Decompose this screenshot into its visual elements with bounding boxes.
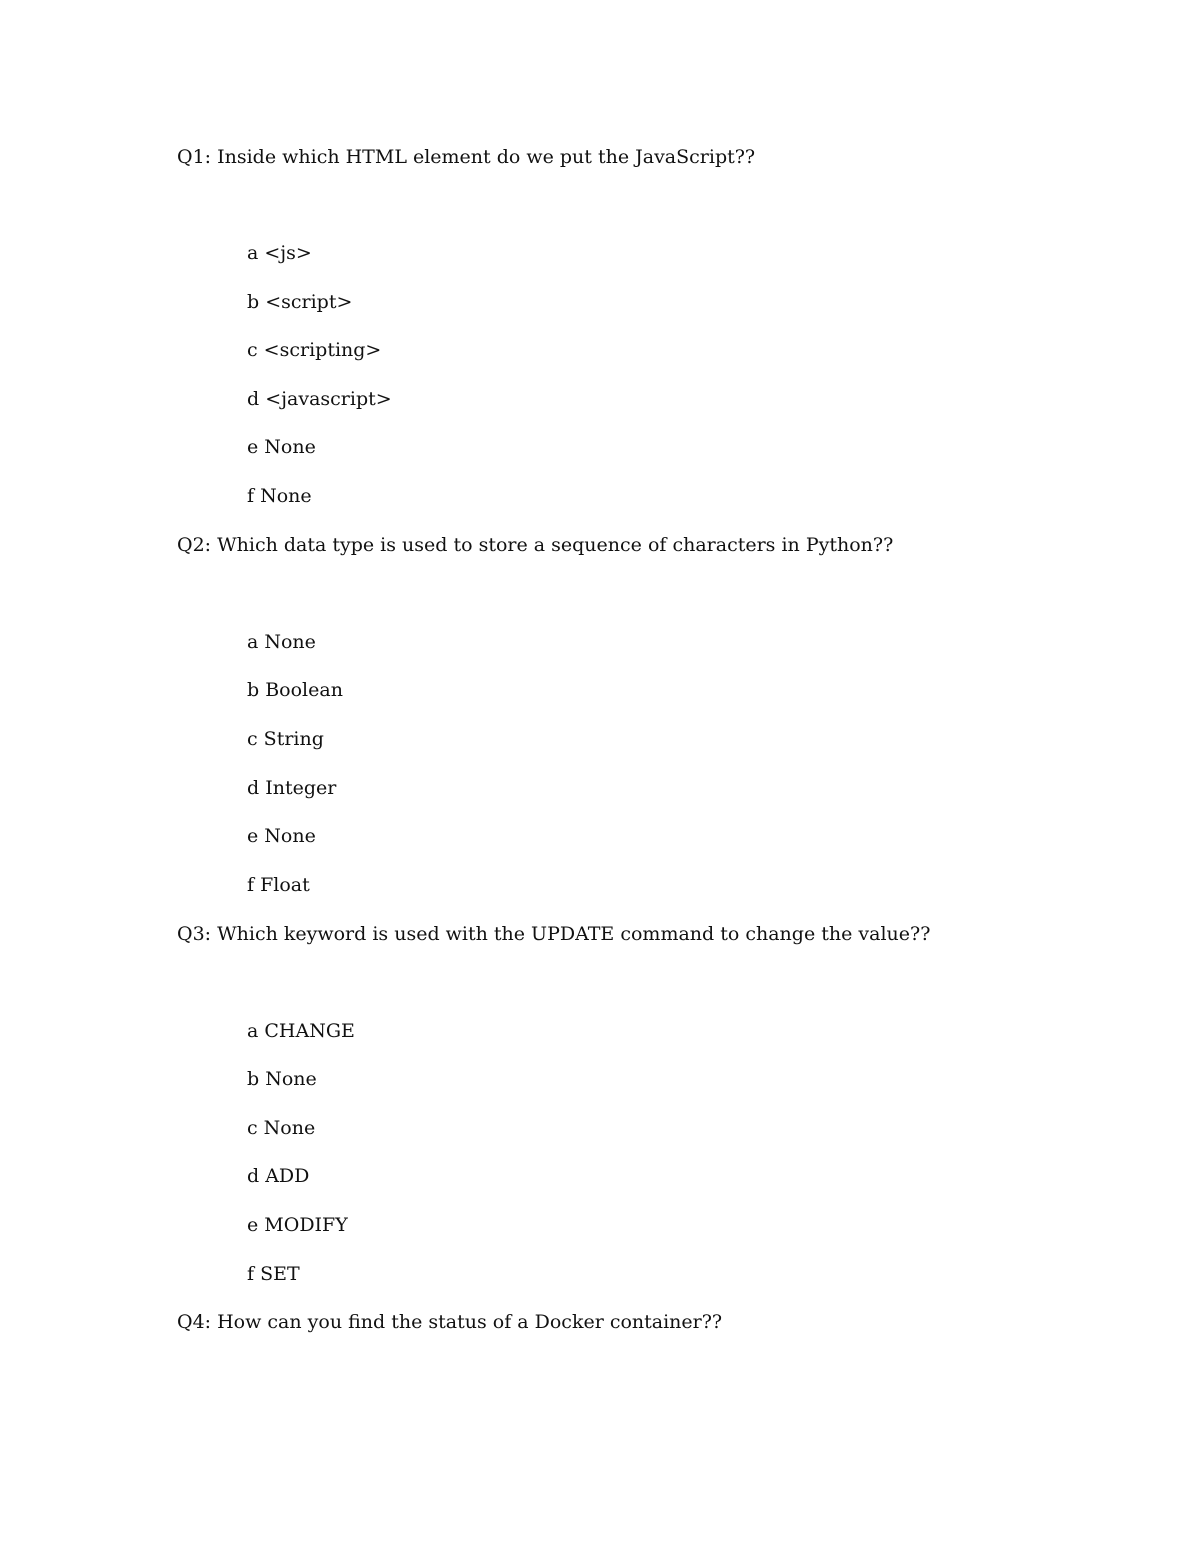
question-2-option-b: b Boolean: [247, 679, 343, 701]
question-3-option-e: e MODIFY: [247, 1214, 348, 1236]
question-1-option-f: f None: [247, 485, 312, 507]
question-1-text: Q1: Inside which HTML element do we put the JavaScript??: [177, 146, 756, 168]
question-3-option-b: b None: [247, 1068, 317, 1090]
question-3-text: Q3: Which keyword is used with the UPDATE command to change the value??: [177, 923, 931, 945]
question-2-option-a: a None: [247, 631, 316, 653]
question-2-option-d: d Integer: [247, 777, 337, 799]
question-2-option-e: e None: [247, 825, 316, 847]
question-1-option-b: b <script>: [247, 291, 353, 313]
question-3-option-c: c None: [247, 1117, 316, 1139]
question-1-option-c: c <scripting>: [247, 339, 382, 361]
question-3-option-f: f SET: [247, 1263, 300, 1285]
question-3-option-d: d ADD: [247, 1165, 310, 1187]
question-2-text: Q2: Which data type is used to store a sequence of characters in Python??: [177, 534, 894, 556]
question-4-text: Q4: How can you find the status of a Docker container??: [177, 1311, 723, 1333]
question-1-option-a: a <js>: [247, 242, 312, 264]
question-3-option-a: a CHANGE: [247, 1020, 355, 1042]
question-1-option-d: d <javascript>: [247, 388, 392, 410]
question-2-option-f: f Float: [247, 874, 310, 896]
question-1-option-e: e None: [247, 436, 316, 458]
question-2-option-c: c String: [247, 728, 324, 750]
